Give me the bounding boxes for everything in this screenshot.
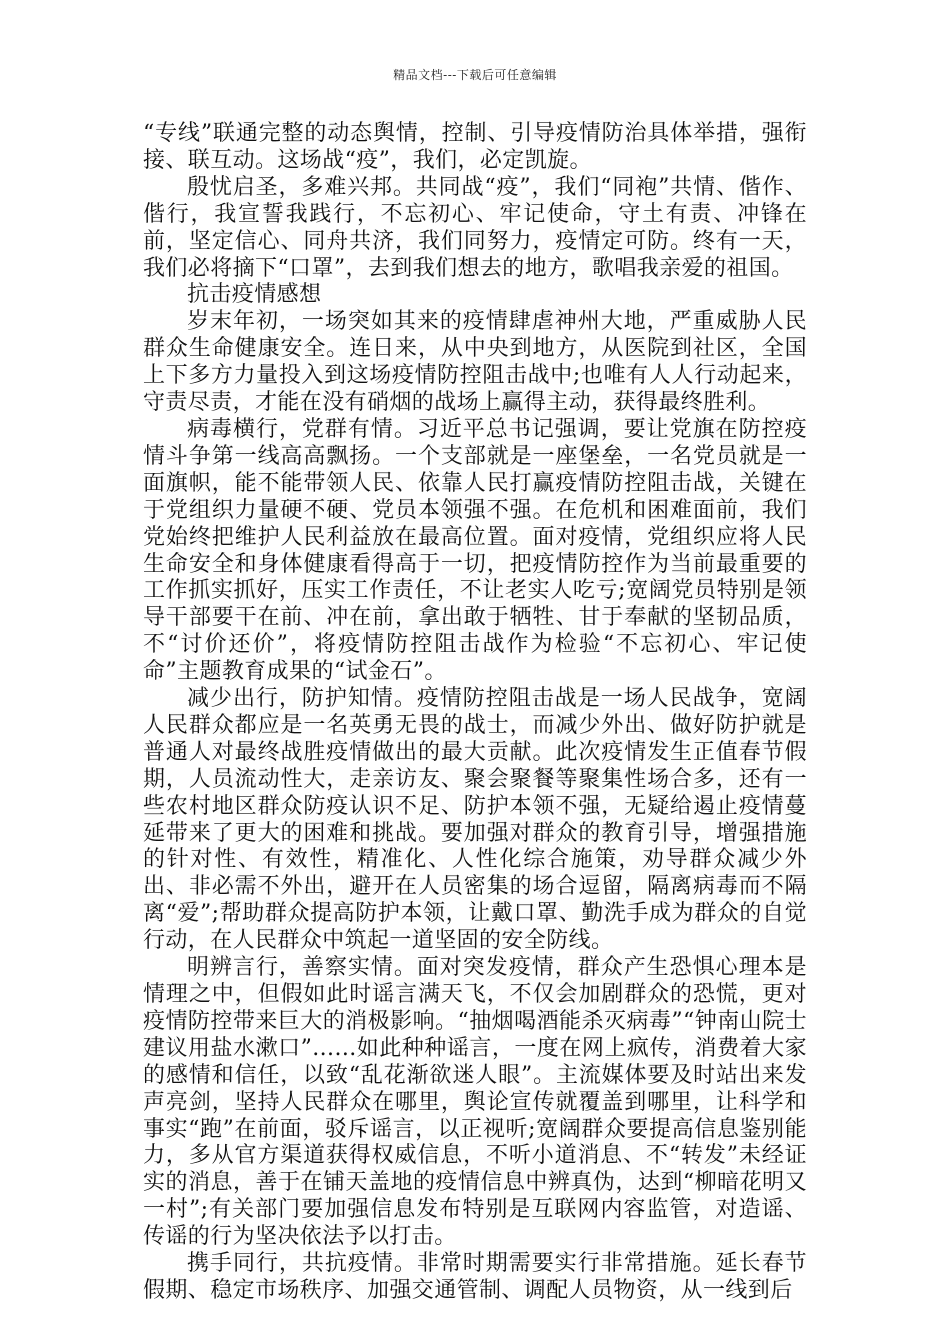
page-header: 精品文档---下载后可任意编辑 — [393, 68, 557, 82]
paragraph-4: 病毒横行，党群有情。习近平总书记强调，要让党旗在防控疫情斗争第一线高高飘扬。一个支部就是一座堡垒，一名党员就是一面旗帜，能不能带领人民、依靠人民打赢疫情防控阻击战，关键在于党组织力量硬不硬、党员本领强不强。在危机和困难面前，我们党始终把维护人民利益放在最高位置。面对疫情，党组织应将人民生命安全和身体健康看得高于一切，把疫情防控作为当前最重要的工作抓实抓好，压实工作责任，不让老实人吃亏;宽阔党员特别是领导干部要干在前、冲在前，拿出敢于牺牲、甘于奉献的坚韧品质，不“讨价还价”，将疫情防控阻击战作为检验“不忘初心、牢记使命”主题教育成果的“试金石”。 — [143, 416, 807, 685]
document-body — [143, 121, 807, 1305]
paragraph-6: 明辨言行，善察实情。面对突发疫情，群众产生恐惧心理本是情理之中，但假如此时谣言满天飞，不仅会加剧群众的恐慌，更对疫情防控带来巨大的消极影响。“抽烟喝酒能杀灭病毒”“钟南山院士建议用盐水漱口”......如此种种谣言，一度在网上疯传，消费着大家的感情和信任，以致“乱花渐欲迷人眼”。主流媒体要及时站出来发声亮剑，坚持人民群众在哪里，舆论宣传就覆盖到哪里，让科学和事实“跑”在前面，驳斥谣言，以正视听;宽阔群众要提高信息鉴别能力，多从官方渠道获得权威信息，不听小道消息、不“转发”未经证实的消息，善于在铺天盖地的疫情信息中辨真伪，达到“柳暗花明又一村”;有关部门要加强信息发布特别是互联网内容监管，对造谣、传谣的行为坚决依法予以打击。 — [143, 955, 807, 1250]
paragraph-7: 携手同行，共抗疫情。非常时期需要实行非常措施。延长春节假期、稳定市场秩序、加强交通管制、调配人员物资，从一线到后 — [143, 1251, 807, 1303]
paragraph-1: “专线”联通完整的动态舆情，控制、引导疫情防治具体举措，强衔接、联互动。这场战“疫”，我们，必定凯旋。 — [143, 121, 807, 173]
paragraph-3: 岁末年初，一场突如其来的疫情肆虐神州大地，严重威胁人民群众生命健康安全。连日来，从中央到地方，从医院到社区，全国上下多方力量投入到这场疫情防控阻击战中;也唯有人人行动起来，守责尽责，才能在没有硝烟的战场上赢得主动，获得最终胜利。 — [143, 309, 807, 416]
paragraph-5: 减少出行，防护知情。疫情防控阻击战是一场人民战争，宽阔人民群众都应是一名英勇无畏的战士，而减少外出、做好防护就是普通人对最终战胜疫情做出的最大贡献。此次疫情发生正值春节假期，人员流动性大，走亲访友、聚会聚餐等聚集性场合多，还有一些农村地区群众防疫认识不足、防护本领不强，无疑给遏止疫情蔓延带来了更大的困难和挑战。要加强对群众的教育引导，增强措施的针对性、有效性，精准化、人性化综合施策，劝导群众减少外出、非必需不外出，避开在人员密集的场合逗留，隔离病毒而不隔离“爱”;帮助群众提高防护本领，让戴口罩、勤洗手成为群众的自觉行动，在人民群众中筑起一道坚固的安全防线。 — [143, 686, 807, 954]
paragraph-2: 殷忧启圣，多难兴邦。共同战“疫”，我们“同袍”共情、偕作、偕行，我宣誓我践行，不忘初心、牢记使命，守土有责、冲锋在前，坚定信心、同舟共济，我们同努力，疫情定可防。终有一天，我们必将摘下“口罩”，去到我们想去的地方，歌唱我亲爱的祖国。 — [143, 174, 807, 281]
section-heading: 抗击疫情感想 — [187, 282, 322, 308]
